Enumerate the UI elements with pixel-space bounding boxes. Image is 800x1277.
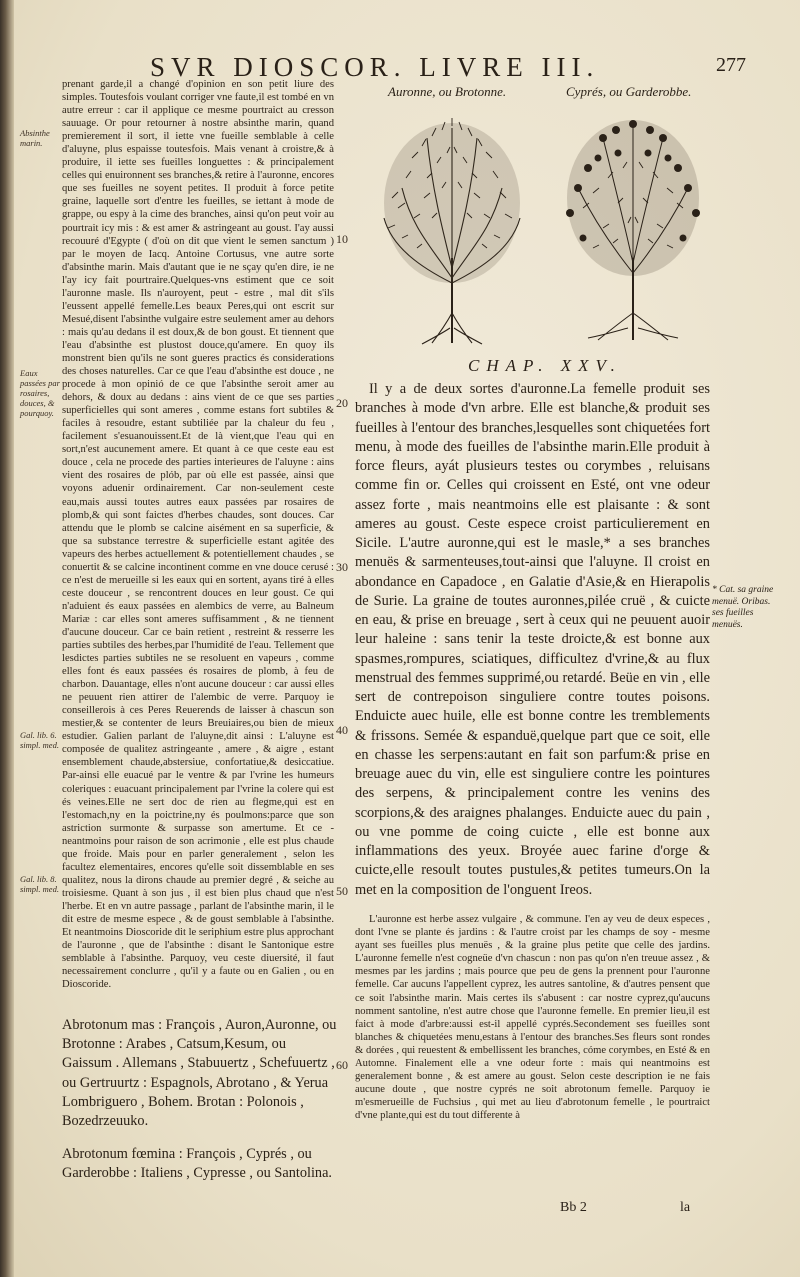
catchword: la: [680, 1200, 691, 1215]
page-number: 277: [716, 54, 746, 76]
plant-caption-cypres: Cyprés, ou Garderobbe.: [566, 84, 692, 99]
commentary-text: [355, 913, 710, 1198]
left-column-text: [62, 78, 334, 991]
signature-mark: Bb 2: [560, 1200, 587, 1215]
line-number: 40: [336, 723, 348, 737]
synonyms-abrotonum-foemina: Abrotonum fœmina : François , Cyprés , ou Garderobbe : Italiens , Cypresse , ou Santolina.: [62, 1146, 332, 1182]
line-number: 60: [336, 1058, 348, 1072]
running-title: SVR DIOSCOR. LIVRE III.: [150, 52, 600, 82]
chapter-heading: CHAP. XXV.: [468, 356, 622, 375]
line-number: 50: [336, 884, 348, 898]
left-column-paragraph: prenant garde,il a changé d'opinion en son petit liure des simples. Toutesfois voulant corriger vne faute,il est tombé en vn autre erreur : car il applique ce mesme pourtraict au cresson sauuage. Or pour retourner à nostre absinthe marin, quand premierement il sort, il iette vne fueille semblable à celle d'aluyne, plus espaisse toutesfois. Mais venant à croistre,& à produire, il iette ses fueilles longuettes : & principalement celles qui enuironnent ses branches,& retire à l'auronne, encores que ses fueilles ne soyent petites. Il produit à force petite graine, laquelle sort d'entre les fueilles, se iettant à mode de grappe, ou espy à la cime des branches, ainsi qu'on peut voir au pourtrait icy mis : & est amer & astringeant au goust. I'ay aussi recouuré d'Egypte ( d'où on dit que vient le semen sanctum ) par le moyen de Iacq. Antoine Cortusus, vne autre sorte d'absinthe marin. Mais d'autant que ie ne sçay qu'en dire, ie ne l'ay icy fait pourtraire.Quelques-vns estiment que ce soit l'auronne masle. Ils n'auroyent, peut - estre , mal dit s'ils l'eussent appellé femelle.Les beaux Peres,qui ont escrit sur Mesué,disent l'absinthe vulgaire estre seulement amer au dehors : mais qu'au dedans il est doux,& de bon goust. Et tiennent que l'eau d'absinthe est plustost douce,qu'amere. En quoy ils monstrent bien qu'ils ne sont gueres practics és considerations des choses naturelles. Car ce que l'eau d'absinthe est douce , ne procede à mon opinió de ce que l'absinthe seroit amer au dehors, & doux au dedans : ains vient de ce que ses parties superficielles qui sont ameres , comme estans fort subtiles & faciles à resoudre, estant subtiliée par la chaleur du feu , facilement s'esuanouissent.Et de là vient,que l'eau qui en sort,n'est aucunement amere. Et quant à ce que ceste eau est douce , cela ne procede des parties interieures de l'aluyne : ains vient des rosaires de plób, par où elle est passée, ainsi que voyons aduenir ordinairement. Car non-seulement ceste eau,mais aussi toutes autres eaux passées par rosaires de plomb,& qui sont faictes d'herbes chaudes, sont douces. Car attendu que le plomb se calcine aisément en sa superficie, & que sa substance terrestre & superficielle estant agitée des vapeurs des herbes actuellement & potentiellement chaudes , se conuertit & se calcine incontinent comme en vne douce cerusé : ce n'est de merueille si les eaux qui en sortent, ayans tiré à elles ceste douceur , se rencontrent douces en leur goust. Ce qui n'aduient és eaux passées en alembics de verre, au Balneum Mariæ : car elles sont ameres suffisamment , & ne tiennent d'aucune douceur. Car ce bain retient , restreint & resserre les parties subtiles des herbes,par l'humidité de l'eau. Tellement que lesdictes parties subtiles ne se resoluent en vapeurs , comme elles font és eaux passées és rosaires de plomb, à feu de charbon. Dauantage, elles n'ont aucune douceur : car aussi elles ne peuuent rien attirer de l'alembic de verre. Parquoy ie conseillerois à ces Peres Reuerends de laisser à chascun son mestier,& se contenter de leurs Breuiaires,ou bien de mieux estudier. Galien parlant de l'aluyne,dit ainsi : L'aluyne est composée de qualitez astringeante , amere , & aigre , estant ensemblement chaude,abstersiue, confortatiue,& desiccatiue. Par-ainsi elle euacué par le ventre & par l'vrine les humeurs coleriques : euacuant principalement par l'vrine la colere qui est és veines.Elle ne sert doc de rien au flegme,qui est en l'estomach,ny en la poictrine,ny és poulmons:parce que son astriction surmonte & surpasse son amertume. Et ce - neantmoins pour raison de son acrimonie , elle est plus chaude que froide. Mais pour en parler generalement , selon les facultez elementaires, encores qu'elle soit dissemblable en ses qualitez, nous la dirons chaude au premier degré , & seiche au troisiesme. Quant à son jus , il est bien plus chaud que n'est l'herbe. Et en vn autre passage , parlant de l'absinthe marin, il le dit estre de mesme espece , & de goust semblable à l'absinthe. Et neantmoins Dioscoride dit le seriphium estre plus approchant de l'auronne , que de l'absinthe : disant le Santonique estre semblable à l'absinthe. Parquoy, veu ceste diuersité, il faut necessairement conclurre , qu'il y a faute ou en Galien , ou en Dioscoride.: [62, 79, 334, 991]
line-number: 20: [336, 396, 348, 410]
margin-note-galien-8: Gal. lib. 8. simpl. med.: [20, 874, 59, 894]
plant-caption-auronne: Auronne, ou Brotonne.: [388, 84, 507, 99]
margin-note-eaux: Eaux passées par rosaires, douces, & pourquoy.: [20, 368, 60, 418]
right-margin-note: * Cat. sa graine menuë. Oribas. ses fueilles menuës.: [712, 585, 774, 630]
margin-note-galien-6: Gal. lib. 6. simpl. med.: [20, 730, 59, 750]
synonyms-block: [62, 1016, 338, 1198]
synonyms-abrotonum-mas: Abrotonum mas : François , Auron,Auronne, ou Brotonne : Arabes , Catsum,Kesum, ou Gaissum . Allemans , Stabuuertz , Schefuuertz , ou Gertruurtz : Espagnols, Abrotano , & Yerua Lombriguero , Bohem. Brotan : Polonois , Bozedrzeuuko.: [62, 1017, 337, 1130]
cypres-woodcut-illustration: [558, 108, 708, 348]
margin-note-absinthe: Absinthe marin.: [20, 128, 50, 148]
binding-gutter: [0, 0, 14, 1277]
line-number: 10: [336, 232, 348, 246]
commentary-paragraph: L'auronne est herbe assez vulgaire , & commune. I'en ay veu de deux especes , dont l'vne se plante és jardins : & l'autre croist par les champs de soy - mesme ayant ses fueilles plus menuës , & la graine plus petite que celle des jardins. L'auronne femelle n'est cogneüe d'vn chascun : non pas qu'on n'en treuue assez , & mesmes par les jardins ; mais pource que peu de gens la prennent pour l'auronne femelle. Car aucuns l'appellent cyprez, les autres santoline, & d'autres pensent que ce soit l'absinthe marin. Mais certes ils s'abusent : car nostre cyprez,qu'aucuns nomment santoline, n'est autre chose que l'auronne femelle. En premier lieu,il est faict à mode d'arbre:aussi est-il appellé cyprés.Secondement ses fueilles sont blanches & chiquetées menu,estans à l'entour des branches.Ses fleurs sont rondes & dorées , qui reuestent & embellissent les branches, cóme corymbes, en Esté & en Automne. Finalement elle a vne odeur forte : mais qui neantmoins est generalement bonne , & est amere au goust. Selon ceste description ie ne fais aucune doute , que nostre cyprés ne soit abrotonum femelle. Parquoy ie m'esmerueille de Fuchsius , qui met au lieu d'abrotonum femelle , le pourtraict d'vne plante,qui est du tout differente à: [355, 914, 710, 1122]
line-number: 30: [336, 560, 348, 574]
auronne-woodcut-illustration: [372, 108, 532, 348]
right-column-paragraph: Il y a de deux sortes d'auronne.La femelle produit ses branches à mode d'vn arbre. Elle est blanche,& produit ses fueilles à l'entour des branches,lesquelles sont chiquetées fort menu, à mode des fueilles de l'absinthe marin.Elle produit à force fleurs, ayát plusieurs testes ou corymbes , reluisans comme fin or. Celles qui croissent en Esté, ont vne odeur assez forte , mais neantmoins elle est plaisante : & sont ameres au goust. Ceste espece croist particulierement en Sicile. L'autre auronne,qui est le masle,* a ses branches menuës & sarmenteuses,tout-ainsi que l'aluyne. Il croist en abondance en Capadoce , en Galatie d'Asie,& en Hierapolis de Surie. La graine de toutes auronnes,pilée cruë , & cuicte en eau, & prise en breuage , sert à ceux qui ne peuuent auoir leur haleine : sans tenir la teste droicte,& est bonne aux spasmes,rompures, sciatiques, difficultez d'vrine,& au flux menstrual des femmes supprimé,ou retardé. Beüe en vin , elle sert de contrepoison singuliere contre toutes poisons. Enduicte auec huile, elle est bonne contre les tremblements & frissons. Semée & espanduë,quelque part que ce soit, elle en chasse les serpens:autant en fait son parfum:& prise en breuage auec du vin, elle est singuliere contre les pointures des serpens, & principalement contre les venins des scorpions,& des araignes phalanges. Enduicte auec du pain , ou vne pomme de coing cuicte , elle est bonne aux inflammations des yeux. Broyée auec farine d'orge & cuicte,elle resoult toutes pustules,& petites tumeurs.On la met en la composition de l'onguent Ireos.: [355, 381, 710, 898]
right-column-text: [355, 380, 710, 900]
